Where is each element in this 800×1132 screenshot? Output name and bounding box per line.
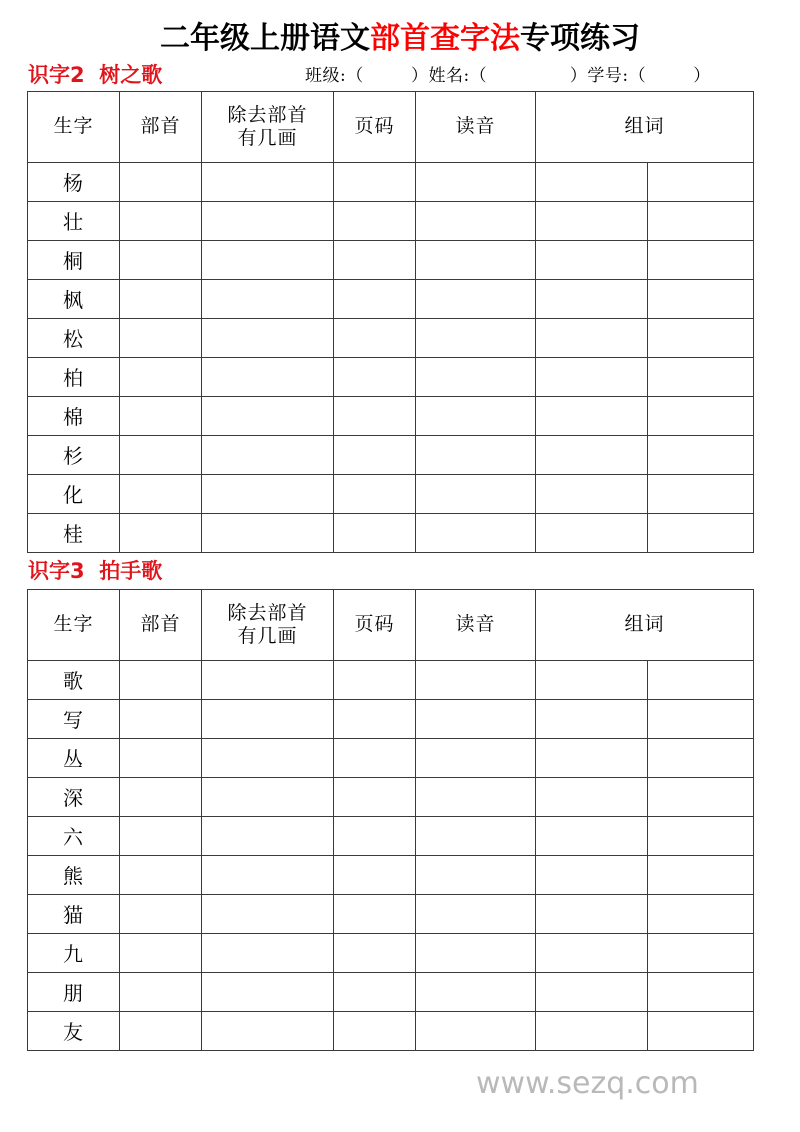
table-row (28, 894, 754, 933)
cell-page[interactable] (334, 933, 416, 972)
cell-strokes[interactable] (202, 201, 334, 240)
column-header-words: 组词 (536, 589, 754, 660)
cell-pronunciation[interactable] (416, 162, 536, 201)
cell-word-b[interactable] (648, 660, 754, 699)
cell-word-a[interactable] (536, 240, 648, 279)
cell-pronunciation[interactable] (416, 972, 536, 1011)
cell-pronunciation[interactable] (416, 435, 536, 474)
cell-pronunciation[interactable] (416, 738, 536, 777)
cell-page[interactable] (334, 357, 416, 396)
cell-radical[interactable] (120, 357, 202, 396)
cell-pronunciation[interactable] (416, 279, 536, 318)
cell-radical[interactable] (120, 777, 202, 816)
cell-pronunciation[interactable] (416, 1011, 536, 1050)
table-row (28, 435, 754, 474)
cell-word-b[interactable] (648, 699, 754, 738)
cell-word-b[interactable] (648, 474, 754, 513)
table-wrapper-2 (0, 589, 800, 1051)
cell-word-b[interactable] (648, 816, 754, 855)
cell-strokes[interactable] (202, 279, 334, 318)
cell-strokes[interactable] (202, 435, 334, 474)
cell-word-a[interactable] (536, 699, 648, 738)
cell-page[interactable] (334, 660, 416, 699)
title-part-2: 专项练习 (520, 21, 640, 56)
cell-word-a[interactable] (536, 396, 648, 435)
cell-page[interactable] (334, 777, 416, 816)
cell-char: 九 (28, 933, 120, 972)
table-row (28, 474, 754, 513)
cell-char: 化 (28, 474, 120, 513)
cell-strokes[interactable] (202, 660, 334, 699)
column-header-words: 组词 (536, 91, 754, 162)
column-header-strokes-line2: 有几画 (237, 624, 298, 647)
cell-char: 杨 (28, 162, 120, 201)
cell-radical[interactable] (120, 855, 202, 894)
cell-radical[interactable] (120, 474, 202, 513)
cell-word-a[interactable] (536, 972, 648, 1011)
site-watermark: www.sezq.com (476, 1066, 699, 1101)
cell-word-b[interactable] (648, 240, 754, 279)
table-row (28, 279, 754, 318)
table-body-1 (28, 162, 754, 552)
cell-char: 朋 (28, 972, 120, 1011)
cell-word-a[interactable] (536, 660, 648, 699)
practice-table-2 (27, 589, 754, 1051)
cell-radical[interactable] (120, 933, 202, 972)
cell-pronunciation[interactable] (416, 894, 536, 933)
cell-pronunciation[interactable] (416, 474, 536, 513)
cell-strokes[interactable] (202, 699, 334, 738)
cell-radical[interactable] (120, 816, 202, 855)
cell-radical[interactable] (120, 435, 202, 474)
cell-word-a[interactable] (536, 933, 648, 972)
cell-radical[interactable] (120, 660, 202, 699)
cell-radical[interactable] (120, 279, 202, 318)
cell-char: 熊 (28, 855, 120, 894)
cell-radical[interactable] (120, 699, 202, 738)
cell-radical[interactable] (120, 972, 202, 1011)
cell-strokes[interactable] (202, 855, 334, 894)
cell-word-a[interactable] (536, 1011, 648, 1050)
cell-radical[interactable] (120, 894, 202, 933)
column-header-strokes (202, 589, 334, 660)
table-row (28, 1011, 754, 1050)
table-body-2 (28, 660, 754, 1050)
cell-page[interactable] (334, 396, 416, 435)
cell-strokes[interactable] (202, 318, 334, 357)
cell-char: 枫 (28, 279, 120, 318)
cell-word-a[interactable] (536, 357, 648, 396)
column-header-strokes-line1: 除去部首 (227, 602, 308, 625)
table-row (28, 396, 754, 435)
cell-word-a[interactable] (536, 816, 648, 855)
cell-pronunciation[interactable] (416, 777, 536, 816)
cell-char: 丛 (28, 738, 120, 777)
column-header-char: 生字 (28, 91, 120, 162)
cell-char: 写 (28, 699, 120, 738)
section-header-1 (0, 61, 800, 91)
cell-page[interactable] (334, 201, 416, 240)
cell-word-a[interactable] (536, 777, 648, 816)
cell-char: 壮 (28, 201, 120, 240)
cell-strokes[interactable] (202, 933, 334, 972)
table-row (28, 972, 754, 1011)
table-header-row (28, 91, 754, 162)
column-header-radical: 部首 (120, 589, 202, 660)
cell-char: 友 (28, 1011, 120, 1050)
cell-strokes[interactable] (202, 972, 334, 1011)
table-row (28, 933, 754, 972)
cell-char: 深 (28, 777, 120, 816)
cell-strokes[interactable] (202, 396, 334, 435)
cell-page[interactable] (334, 318, 416, 357)
column-header-radical: 部首 (120, 91, 202, 162)
title-part-1: 二年级上册语文 (160, 21, 370, 56)
table-row (28, 318, 754, 357)
cell-page[interactable] (334, 474, 416, 513)
cell-word-b[interactable] (648, 855, 754, 894)
practice-table-1 (27, 91, 754, 553)
column-header-page: 页码 (334, 91, 416, 162)
cell-word-b[interactable] (648, 357, 754, 396)
column-header-strokes-line1: 除去部首 (227, 104, 308, 127)
cell-word-a[interactable] (536, 201, 648, 240)
cell-word-b[interactable] (648, 279, 754, 318)
cell-pronunciation[interactable] (416, 513, 536, 552)
cell-page[interactable] (334, 699, 416, 738)
cell-strokes[interactable] (202, 162, 334, 201)
table-row (28, 855, 754, 894)
cell-word-a[interactable] (536, 894, 648, 933)
cell-page[interactable] (334, 738, 416, 777)
cell-pronunciation[interactable] (416, 201, 536, 240)
column-header-strokes-line2: 有几画 (237, 126, 298, 149)
cell-word-b[interactable] (648, 162, 754, 201)
cell-strokes[interactable] (202, 816, 334, 855)
cell-word-b[interactable] (648, 738, 754, 777)
cell-word-b[interactable] (648, 513, 754, 552)
cell-word-a[interactable] (536, 738, 648, 777)
cell-strokes[interactable] (202, 240, 334, 279)
table-row (28, 816, 754, 855)
cell-page[interactable] (334, 855, 416, 894)
column-header-strokes (202, 91, 334, 162)
cell-pronunciation[interactable] (416, 933, 536, 972)
cell-page[interactable] (334, 240, 416, 279)
cell-char: 桂 (28, 513, 120, 552)
table-row (28, 738, 754, 777)
table-row (28, 357, 754, 396)
cell-strokes[interactable] (202, 777, 334, 816)
cell-pronunciation[interactable] (416, 816, 536, 855)
cell-strokes[interactable] (202, 357, 334, 396)
cell-word-b[interactable] (648, 972, 754, 1011)
table-row (28, 513, 754, 552)
title-highlight: 部首查字法 (370, 21, 520, 56)
cell-radical[interactable] (120, 513, 202, 552)
column-header-pronunciation: 读音 (416, 589, 536, 660)
cell-pronunciation[interactable] (416, 660, 536, 699)
cell-word-a[interactable] (536, 318, 648, 357)
cell-page[interactable] (334, 162, 416, 201)
cell-word-a[interactable] (536, 279, 648, 318)
student-info-fields: 班级:（ ）姓名:（ ）学号:（ ） (305, 65, 711, 86)
page-title (0, 0, 800, 61)
cell-char: 歌 (28, 660, 120, 699)
cell-word-b[interactable] (648, 318, 754, 357)
cell-page[interactable] (334, 816, 416, 855)
table-row (28, 660, 754, 699)
cell-word-a[interactable] (536, 855, 648, 894)
table-row (28, 201, 754, 240)
table-row (28, 240, 754, 279)
cell-pronunciation[interactable] (416, 240, 536, 279)
cell-word-b[interactable] (648, 933, 754, 972)
cell-radical[interactable] (120, 201, 202, 240)
cell-page[interactable] (334, 894, 416, 933)
cell-word-b[interactable] (648, 201, 754, 240)
table-header-row (28, 589, 754, 660)
table-row (28, 777, 754, 816)
cell-char: 棉 (28, 396, 120, 435)
cell-radical[interactable] (120, 396, 202, 435)
column-header-page: 页码 (334, 589, 416, 660)
column-header-char: 生字 (28, 589, 120, 660)
cell-radical[interactable] (120, 1011, 202, 1050)
cell-page[interactable] (334, 513, 416, 552)
cell-page[interactable] (334, 279, 416, 318)
table-wrapper-1 (0, 91, 800, 553)
cell-word-b[interactable] (648, 396, 754, 435)
cell-char: 六 (28, 816, 120, 855)
cell-pronunciation[interactable] (416, 855, 536, 894)
cell-strokes[interactable] (202, 513, 334, 552)
cell-pronunciation[interactable] (416, 699, 536, 738)
section-header-2 (0, 553, 800, 589)
cell-radical[interactable] (120, 318, 202, 357)
cell-word-a[interactable] (536, 162, 648, 201)
cell-strokes[interactable] (202, 1011, 334, 1050)
cell-char: 松 (28, 318, 120, 357)
cell-word-b[interactable] (648, 1011, 754, 1050)
cell-pronunciation[interactable] (416, 318, 536, 357)
cell-radical[interactable] (120, 738, 202, 777)
cell-radical[interactable] (120, 162, 202, 201)
cell-page[interactable] (334, 1011, 416, 1050)
cell-page[interactable] (334, 972, 416, 1011)
cell-word-b[interactable] (648, 777, 754, 816)
column-header-pronunciation: 读音 (416, 91, 536, 162)
cell-strokes[interactable] (202, 894, 334, 933)
cell-char: 柏 (28, 357, 120, 396)
cell-word-a[interactable] (536, 435, 648, 474)
cell-word-b[interactable] (648, 435, 754, 474)
cell-word-a[interactable] (536, 474, 648, 513)
cell-pronunciation[interactable] (416, 396, 536, 435)
cell-char: 杉 (28, 435, 120, 474)
section-label-1: 识字2 树之歌 (28, 62, 163, 87)
cell-word-a[interactable] (536, 513, 648, 552)
cell-strokes[interactable] (202, 738, 334, 777)
cell-char: 桐 (28, 240, 120, 279)
cell-radical[interactable] (120, 240, 202, 279)
table-row (28, 699, 754, 738)
cell-word-b[interactable] (648, 894, 754, 933)
cell-pronunciation[interactable] (416, 357, 536, 396)
section-label-2: 识字3 拍手歌 (28, 558, 163, 583)
cell-strokes[interactable] (202, 474, 334, 513)
cell-page[interactable] (334, 435, 416, 474)
cell-char: 猫 (28, 894, 120, 933)
table-row (28, 162, 754, 201)
